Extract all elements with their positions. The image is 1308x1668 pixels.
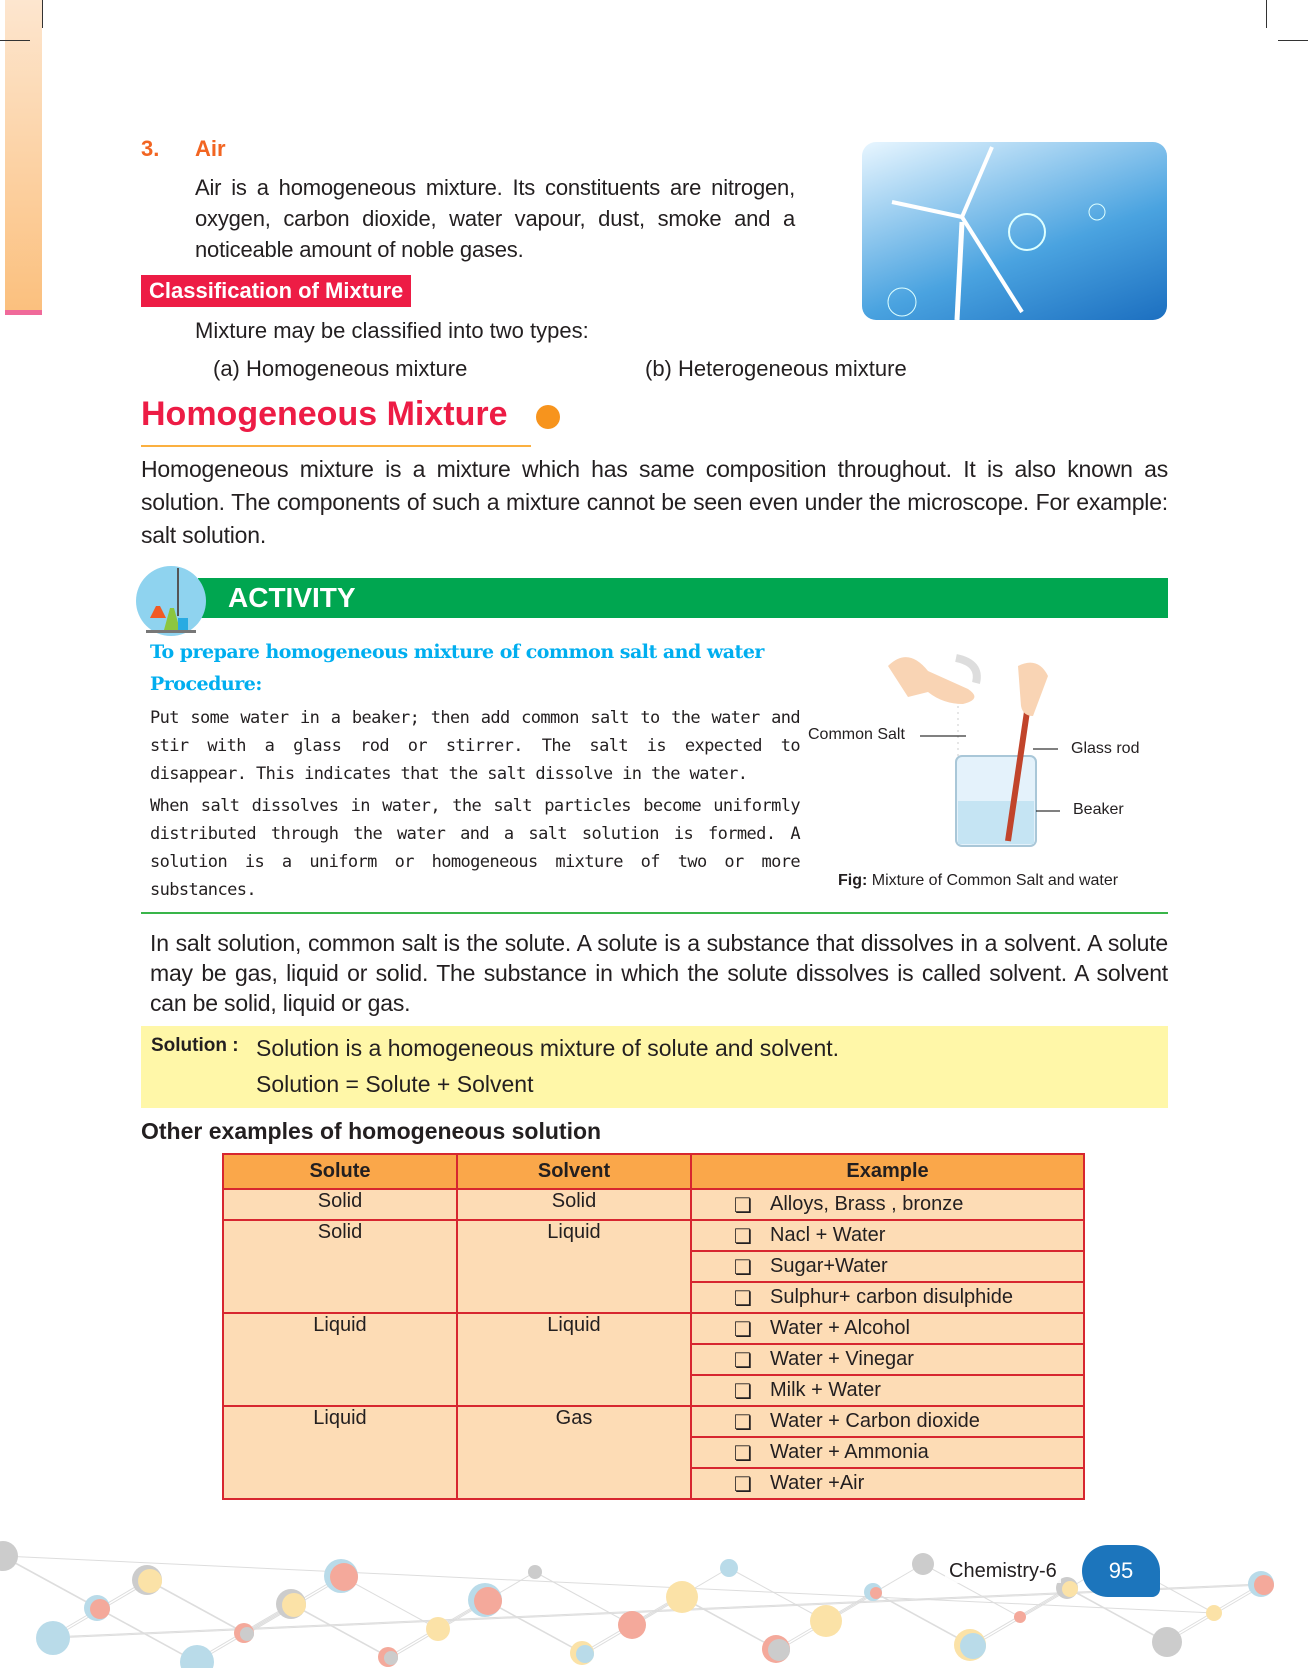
checkbox-bullet-icon: ❏ bbox=[734, 1195, 752, 1217]
heading-underline bbox=[141, 445, 531, 447]
crop-mark bbox=[0, 40, 30, 41]
activity-text bbox=[141, 636, 800, 904]
solution-label: Solution : bbox=[151, 1035, 239, 1056]
lab-equipment-icon bbox=[136, 566, 206, 636]
example-text: Water + Vinegar bbox=[770, 1348, 914, 1370]
bond-line bbox=[291, 1604, 388, 1657]
solution-formula: Solution = Solute + Solvent bbox=[256, 1071, 534, 1097]
side-decoration bbox=[5, 0, 42, 315]
example-text: Sulphur+ carbon disulphide bbox=[770, 1286, 1013, 1308]
checkbox-bullet-icon: ❏ bbox=[734, 1412, 752, 1434]
cell-solute: Liquid bbox=[223, 1406, 457, 1499]
bond-line bbox=[488, 1601, 585, 1654]
atom-dot bbox=[960, 1633, 986, 1659]
checkbox-bullet-icon: ❏ bbox=[734, 1319, 752, 1341]
table-header-row bbox=[223, 1154, 1084, 1189]
cell-example bbox=[691, 1251, 1084, 1282]
table-row bbox=[223, 1313, 1084, 1344]
cell-solute: Solid bbox=[223, 1189, 457, 1220]
salt-beaker-figure bbox=[808, 636, 1168, 898]
header-solvent: Solvent bbox=[457, 1154, 691, 1189]
example-text: Alloys, Brass , bronze bbox=[770, 1193, 964, 1215]
examples-table bbox=[222, 1153, 1085, 1500]
air-heading bbox=[141, 136, 1168, 172]
atom-dot bbox=[426, 1617, 450, 1641]
atom-dot bbox=[0, 1541, 18, 1571]
cell-solvent: Solid bbox=[457, 1189, 691, 1220]
procedure-text-1: Put some water in a beaker; then add common salt to the water and stir with a glass rod or stirrer. The salt is expected to disappear. This indicates that the salt dissolve in the water. bbox=[150, 708, 800, 784]
atom-dot bbox=[474, 1587, 502, 1615]
crop-mark bbox=[42, 0, 43, 28]
type-a: (a) Homogeneous mixture bbox=[213, 356, 468, 381]
section-number: 3. bbox=[141, 136, 160, 161]
cell-example bbox=[691, 1468, 1084, 1499]
atom-dot bbox=[618, 1611, 646, 1639]
atom-dot bbox=[330, 1563, 358, 1591]
activity-body bbox=[141, 636, 1168, 904]
cell-solvent: Gas bbox=[457, 1406, 691, 1499]
homogeneous-heading: Homogeneous Mixture bbox=[141, 395, 508, 433]
example-text: Water + Ammonia bbox=[770, 1441, 929, 1463]
figure-caption bbox=[838, 872, 1118, 890]
caption-prefix: Fig: bbox=[838, 872, 868, 889]
solution-definition: Solution is a homogeneous mixture of solute and solvent. bbox=[256, 1035, 840, 1061]
type-b: (b) Heterogeneous mixture bbox=[645, 356, 907, 381]
label-common-salt: Common Salt bbox=[808, 726, 905, 743]
cell-solvent: Liquid bbox=[457, 1220, 691, 1313]
atom-dot bbox=[720, 1559, 738, 1577]
cell-example bbox=[691, 1406, 1084, 1437]
bond-line bbox=[50, 1584, 1261, 1637]
checkbox-bullet-icon: ❏ bbox=[734, 1474, 752, 1496]
example-text: Water + Alcohol bbox=[770, 1317, 910, 1339]
checkbox-bullet-icon: ❏ bbox=[734, 1381, 752, 1403]
atom-dot bbox=[768, 1639, 790, 1661]
cell-solute: Solid bbox=[223, 1220, 457, 1313]
homogeneous-text: Homogeneous mixture is a mixture which has same composition throughout. It is also known as solution. The components of such a mixture cannot be seen even under the microscope. For example: salt solution. bbox=[141, 456, 1168, 548]
example-text: Milk + Water bbox=[770, 1379, 881, 1401]
atom-dot bbox=[36, 1621, 70, 1655]
checkbox-bullet-icon: ❏ bbox=[734, 1288, 752, 1310]
header-solute: Solute bbox=[223, 1154, 457, 1189]
activity-banner bbox=[198, 578, 1168, 618]
activity-label: ACTIVITY bbox=[228, 582, 356, 613]
activity-divider bbox=[141, 912, 1168, 914]
checkbox-bullet-icon: ❏ bbox=[734, 1350, 752, 1372]
example-text: Water +Air bbox=[770, 1472, 865, 1494]
cell-solute: Liquid bbox=[223, 1313, 457, 1406]
activity-header bbox=[141, 566, 1168, 636]
solution-box bbox=[141, 1026, 1168, 1108]
checkbox-bullet-icon: ❏ bbox=[734, 1443, 752, 1465]
atom-dot bbox=[1014, 1611, 1026, 1623]
caption-text: Mixture of Common Salt and water bbox=[871, 872, 1119, 889]
cell-example bbox=[691, 1189, 1084, 1220]
heading-dot bbox=[536, 405, 560, 429]
cell-example bbox=[691, 1220, 1084, 1251]
example-text: Nacl + Water bbox=[770, 1224, 886, 1246]
atom-dot bbox=[240, 1627, 254, 1641]
cell-example bbox=[691, 1313, 1084, 1344]
crop-mark bbox=[1278, 40, 1308, 41]
atom-dot bbox=[282, 1593, 306, 1617]
cell-example bbox=[691, 1437, 1084, 1468]
activity-aim: To prepare homogeneous mixture of common salt and water bbox=[150, 641, 764, 663]
atom-dot bbox=[180, 1645, 214, 1668]
atom-dot bbox=[810, 1605, 842, 1637]
atom-dot bbox=[1254, 1575, 1274, 1595]
example-text: Sugar+Water bbox=[770, 1255, 888, 1277]
table-title: Other examples of homogeneous solution bbox=[141, 1118, 602, 1144]
atom-dot bbox=[138, 1569, 162, 1593]
solute-text: In salt solution, common salt is the solute. A solute is a substance that dissolves in a solvent. A solute may be gas, liquid or solid. The substance in which the solute dissolves is called solvent. A solvent can be solid, liquid or gas. bbox=[150, 930, 1168, 1016]
air-text: Air is a homogeneous mixture. Its constituents are nitrogen, oxygen, carbon dioxide, water vapour, dust, smoke and a noticeable amount of noble gases. bbox=[195, 175, 795, 262]
atom-dot bbox=[1152, 1627, 1182, 1657]
label-glass-rod: Glass rod bbox=[1071, 740, 1140, 757]
bond-line bbox=[150, 1581, 247, 1634]
atom-dot bbox=[384, 1651, 398, 1665]
book-name: Chemistry-6 bbox=[945, 1560, 1061, 1583]
header-example: Example bbox=[691, 1154, 1084, 1189]
procedure-text-2: When salt dissolves in water, the salt particles become uniformly distributed through the water and a salt solution is formed. A solution is a uniform or homogeneous mixture of two or more substances. bbox=[150, 796, 800, 900]
cell-example bbox=[691, 1375, 1084, 1406]
mixture-types bbox=[141, 351, 1168, 389]
atom-dot bbox=[528, 1565, 542, 1579]
crop-mark bbox=[1266, 0, 1267, 28]
cell-example bbox=[691, 1282, 1084, 1313]
procedure-label: Procedure: bbox=[150, 673, 262, 695]
atom-dot bbox=[912, 1553, 934, 1575]
homogeneous-heading-block bbox=[141, 395, 1168, 453]
table-row bbox=[223, 1189, 1084, 1220]
example-text: Water + Carbon dioxide bbox=[770, 1410, 980, 1432]
atom-dot bbox=[870, 1587, 882, 1599]
page-number: 95 bbox=[1082, 1545, 1160, 1597]
section-title: Air bbox=[195, 136, 226, 161]
bond-line bbox=[294, 1605, 391, 1658]
label-beaker: Beaker bbox=[1073, 801, 1124, 818]
atom-dot bbox=[1206, 1605, 1222, 1621]
table-row bbox=[223, 1220, 1084, 1251]
atom-dot bbox=[1062, 1581, 1078, 1597]
bond-line bbox=[147, 1580, 244, 1633]
table-row bbox=[223, 1406, 1084, 1437]
checkbox-bullet-icon: ❏ bbox=[734, 1226, 752, 1248]
cell-solvent: Liquid bbox=[457, 1313, 691, 1406]
atom-dot bbox=[90, 1599, 110, 1619]
classification-heading: Classification of Mixture bbox=[141, 275, 411, 307]
atom-dot bbox=[666, 1581, 698, 1613]
main-content bbox=[141, 136, 1168, 1500]
bond-line bbox=[3, 1556, 100, 1609]
checkbox-bullet-icon: ❏ bbox=[734, 1257, 752, 1279]
solution-content bbox=[256, 1030, 839, 1102]
atom-dot bbox=[576, 1645, 594, 1663]
bond-line bbox=[535, 1572, 632, 1625]
cell-example bbox=[691, 1344, 1084, 1375]
classification-intro: Mixture may be classified into two types: bbox=[195, 318, 589, 343]
